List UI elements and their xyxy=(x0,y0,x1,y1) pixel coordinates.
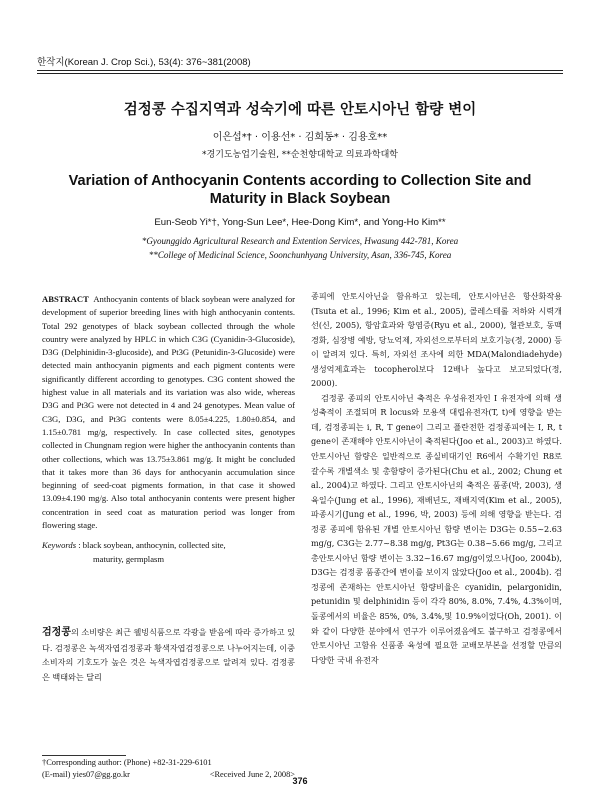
keywords-line2: maturity, germplasm xyxy=(93,553,165,564)
page-number: 376 xyxy=(292,776,308,786)
keywords-line1: : black soybean, anthocynin, collected site, xyxy=(78,540,226,551)
intro-lead-word: 검정콩 xyxy=(42,627,71,638)
abstract-column xyxy=(42,293,295,566)
right-column xyxy=(311,289,562,667)
header-rule-bottom xyxy=(37,73,563,74)
right-paragraph-2: 검정콩 종피의 안토시아닌 축적은 우성유전자인 I 유전자에 의해 생성축적이 조절되며 R locus와 모용색 대립유전자(T, t)에 영향을 받는데, 검정종피는 i, R, T gene이 그리고 플란전한 검정종피에는 I, R, t gene이 존재해야 안토시아닌이 축적된다(Joo et al., 2003)고 하였다. 안토시아닌 함량은 일반적으로 종실비대기인 R6에서 수확기인 R8로 갈수록 개별색소 및 총함량이 증가된다(Chu et al., 2002; Chung et al., 2004)고 하였다. 그리고 안토시아닌의 축적은 품종(박, 2003), 생육일수(Jung et al., 1996), 재배년도, 재배지역(Kim et al., 2005), 파종시기(Jung et al., 1996, 박, 2003) 등에 의해 영향을 받는다. 검정콩 종피에 함유된 개별 안토시아닌 함량 변이는 D3G는 0.55~2.63 mg/g, C3G는 2.77~8.38 mg/g, Pt3G는 0.38~5.66 mg/g, 그리고 총안토시아닌 함량 변이는 3.32~16.67 mg/g이었으나(Joo, 2004b), D3G는 검정콩 품종간에 변이를 보이지 않았다(Joo et al., 2004b). 검정콩에 존재하는 안토시아닌 함량비율은 cyanidin, pelargonidin, petunidin 및 delphinidin 등이 각각 80%, 8.0%, 7.4%, 4.3%이며, 돌콩에서의 비율은 85%, 0%, 3.4%,및 10.9%이었다(Oh, 2001). 이와 같이 다양한 분야에서 연구가 이루어졌음에도 불구하고 검정콩에서 안토시아닌 고함유 신품종 육성에 필요한 교배모부본을 선정할 만큼의 다양한 국내 유전자 xyxy=(311,392,562,665)
authors-english: Eun-Seob Yi*†, Yong-Sun Lee*, Hee-Dong Kim*, and Yong-Ho Kim** xyxy=(154,217,446,228)
footnote-rule xyxy=(42,755,126,756)
authors-korean: 이은섭*† · 이용선* · 김희동* · 김용호** xyxy=(212,132,388,143)
footnote-corresponding: †Corresponding author: (Phone) +82-31-229-6101 xyxy=(42,758,212,767)
journal-citation: 한작지(Korean J. Crop Sci.), 53(4): 376~381(2008) xyxy=(37,57,251,68)
footnote-email: (E-mail) yies07@gg.go.kr xyxy=(42,770,130,779)
header-rule-top xyxy=(37,70,563,71)
abstract-text: Anthocyanin contents of black soybean were analyzed for development of superior breeding lines with high anthocyanin contents. Total 292 genotypes of black soybean collected through the whole country were analyzed by HPLC in which C3G (Cyanidin-3-Glucoside), D3G (Delphinidin-3-glucoside), and Pt3G (Petunidin-3-Glucoside) were detected main anthocyanin pigments and each pigment contents were significantly different according to genotypes. C3G content showed the highest value in all materials and its variation was also wide, whereas D3G and Pt3G were not detected in 4 and 24 genotypes. Mean value of C3G, D3G, and Pt3G contents were 8.05±4.225, 1.80±0.854, and 1.15±0.781 mg/g, respectively. In case collected sites, genotypes collected in Chungnam region were higher the anthocyanin contents than other collections, which was 13.75±3.861 mg/g. It might be concluded that it takes more than 36 days for anthocyanin accumulation since beginning of seed-coat pigments formation, in that case it showed 13.09±4.190 mg/g. Also total anthocyanin contents were present higher concentration in seed coat as maturation period was longer from flowering stage. xyxy=(42,294,295,531)
title-korean: 검정콩 수집지역과 성숙기에 따른 안토시아닌 함량 변이 xyxy=(123,102,477,118)
abstract xyxy=(42,293,295,532)
abstract-label: ABSTRACT xyxy=(42,294,89,304)
affiliation-english-1: *Gyounggido Agricultural Research and Extention Services, Hwasung 442-781, Korea xyxy=(141,236,459,246)
footnote-received: <Received June 2, 2008> xyxy=(209,770,295,779)
keywords xyxy=(42,539,295,566)
affiliation-english-2: **College of Medicinal Science, Soonchunhyang University, Asan, 336-745, Korea xyxy=(148,250,452,260)
title-english: Variation of Anthocyanin Contents according to Collection Site and Maturity in Black Soybean xyxy=(68,173,532,207)
intro-korean xyxy=(42,625,295,684)
intro-text: 의 소비량은 최근 웰빙식품으로 각광을 받음에 따라 증가하고 있다. 검정콩은 녹색자엽검정콩과 황색자엽검정콩으로 나누어지는데, 이중 소비자의 기호도가 높은 것은 녹색자엽검정콩으로 알려져 있다. 검정콩은 백태와는 달리 xyxy=(42,627,295,682)
keywords-label: Keywords xyxy=(42,540,77,551)
affiliation-korean: *경기도농업기술원, **순천향대학교 의료과학대학 xyxy=(202,150,398,160)
right-paragraph-1: 종피에 안토시아닌을 함유하고 있는데, 안토시아닌은 항산화작용(Tsuta et al., 1996; Kim et al., 2005), 콜레스테롤 저하와 시력개선(신, 2005), 항암효과와 항염증(Ryu et al., 2000), 혈관보호, 동맥경화, 심장병 예방, 당뇨억제, 자외선으로부터의 보호기능(정, 2000) 등이 알려져 있다. 특히, 자외선 조사에 의한 MDA(Malondiadehyde) 생성억제효과는 tocopherol보다 12배나 높다고 보고되었다(정, 2000). xyxy=(311,291,562,389)
